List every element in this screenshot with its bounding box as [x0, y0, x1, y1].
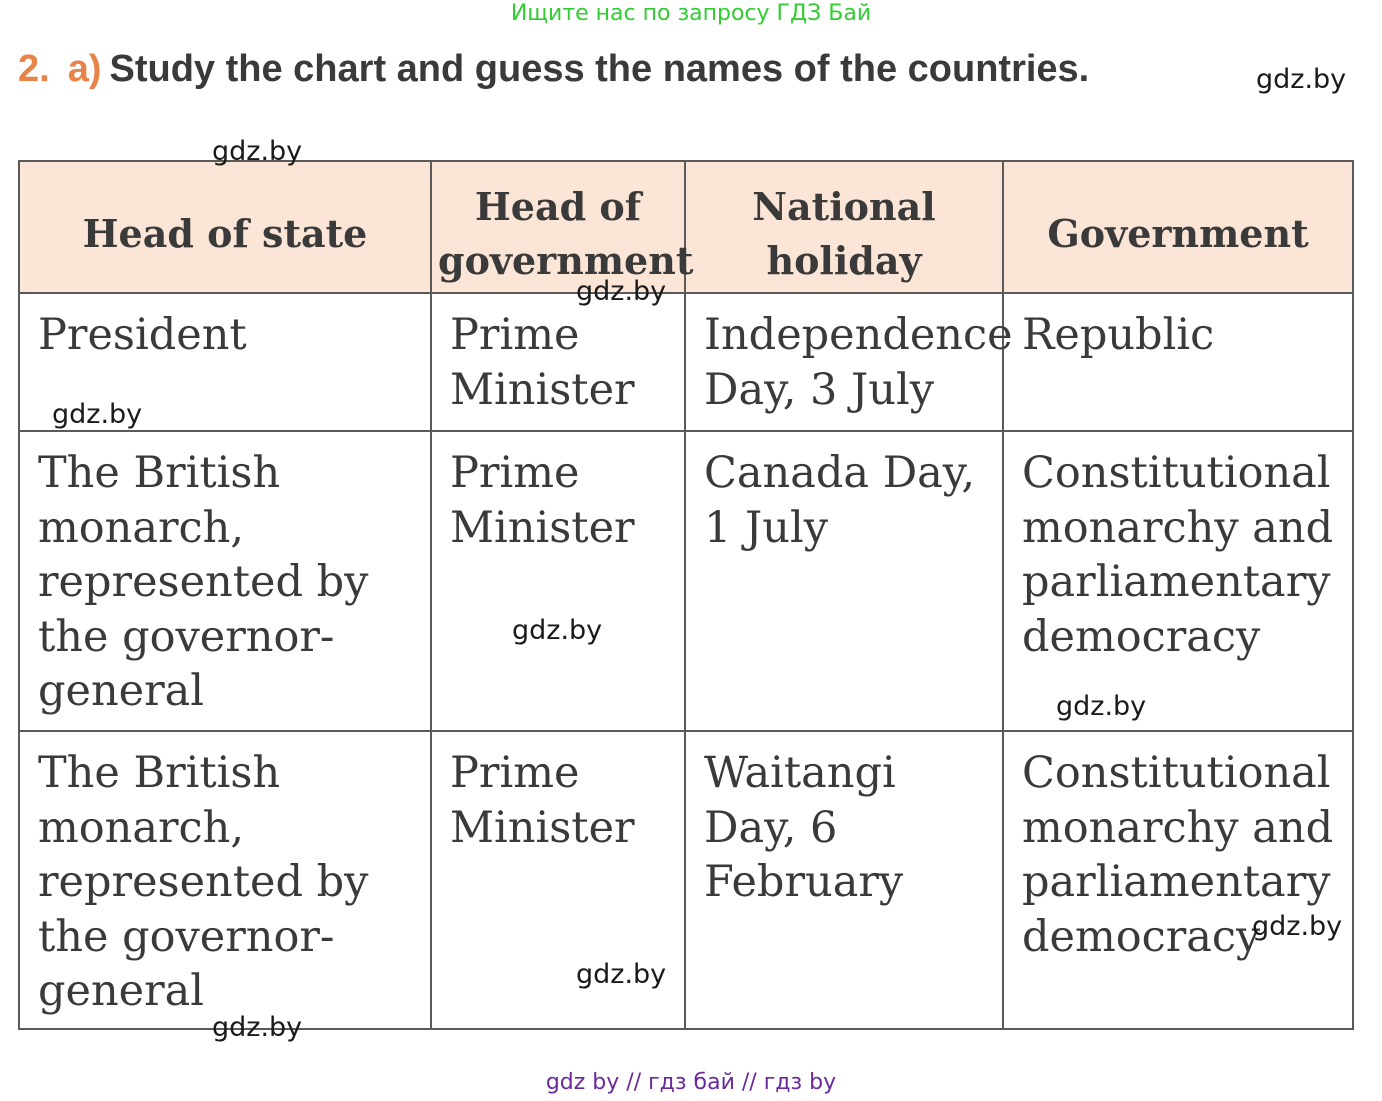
table-cell: Constitutional monarchy and parliamentary democracy: [1003, 731, 1353, 1029]
watermark: gdz.by: [212, 1012, 303, 1043]
table-cell: Independence Day, 3 July: [685, 293, 1003, 431]
table-row: [19, 431, 1353, 731]
watermark: gdz.by: [212, 136, 303, 167]
search-banner: Ищите нас по запросу ГДЗ Бай: [510, 1, 872, 26]
exercise-sub-label: a): [67, 48, 102, 90]
header-national-holiday: National holiday: [685, 161, 1003, 293]
table-row: [19, 731, 1353, 1029]
footer-watermark: gdz by // гдз бай // гдз by: [545, 1070, 837, 1095]
watermark: gdz.by: [1256, 64, 1347, 95]
header-head-of-government: Head of government: [431, 161, 685, 293]
table-header-row: [19, 161, 1353, 293]
table-cell: Waitangi Day, 6 February: [685, 731, 1003, 1029]
table-cell: Republic: [1003, 293, 1353, 431]
watermark: gdz.by: [1056, 691, 1147, 722]
table-cell: President: [19, 293, 431, 431]
header-head-of-state: Head of state: [19, 161, 431, 293]
header-government: Government: [1003, 161, 1353, 293]
exercise-heading: [18, 44, 1089, 94]
countries-chart-table: [18, 160, 1354, 1030]
watermark: gdz.by: [576, 959, 667, 990]
table-cell: Canada Day, 1 July: [685, 431, 1003, 731]
exercise-instruction: Study the chart and guess the names of the countries.: [109, 48, 1090, 90]
watermark: gdz.by: [1252, 911, 1343, 942]
watermark: gdz.by: [576, 276, 667, 307]
table-cell: Prime Minister: [431, 431, 685, 731]
table-cell: The British monarch, represented by the governor-general: [19, 431, 431, 731]
table-cell: Constitutional monarchy and parliamentary democracy: [1003, 431, 1353, 731]
table-row: [19, 293, 1353, 431]
table-cell: Prime Minister: [431, 293, 685, 431]
table-cell: The British monarch, represented by the governor-general: [19, 731, 431, 1029]
watermark: gdz.by: [512, 615, 603, 646]
exercise-number: 2.: [18, 48, 50, 90]
table-cell: Prime Minister: [431, 731, 685, 1029]
watermark: gdz.by: [52, 399, 143, 430]
